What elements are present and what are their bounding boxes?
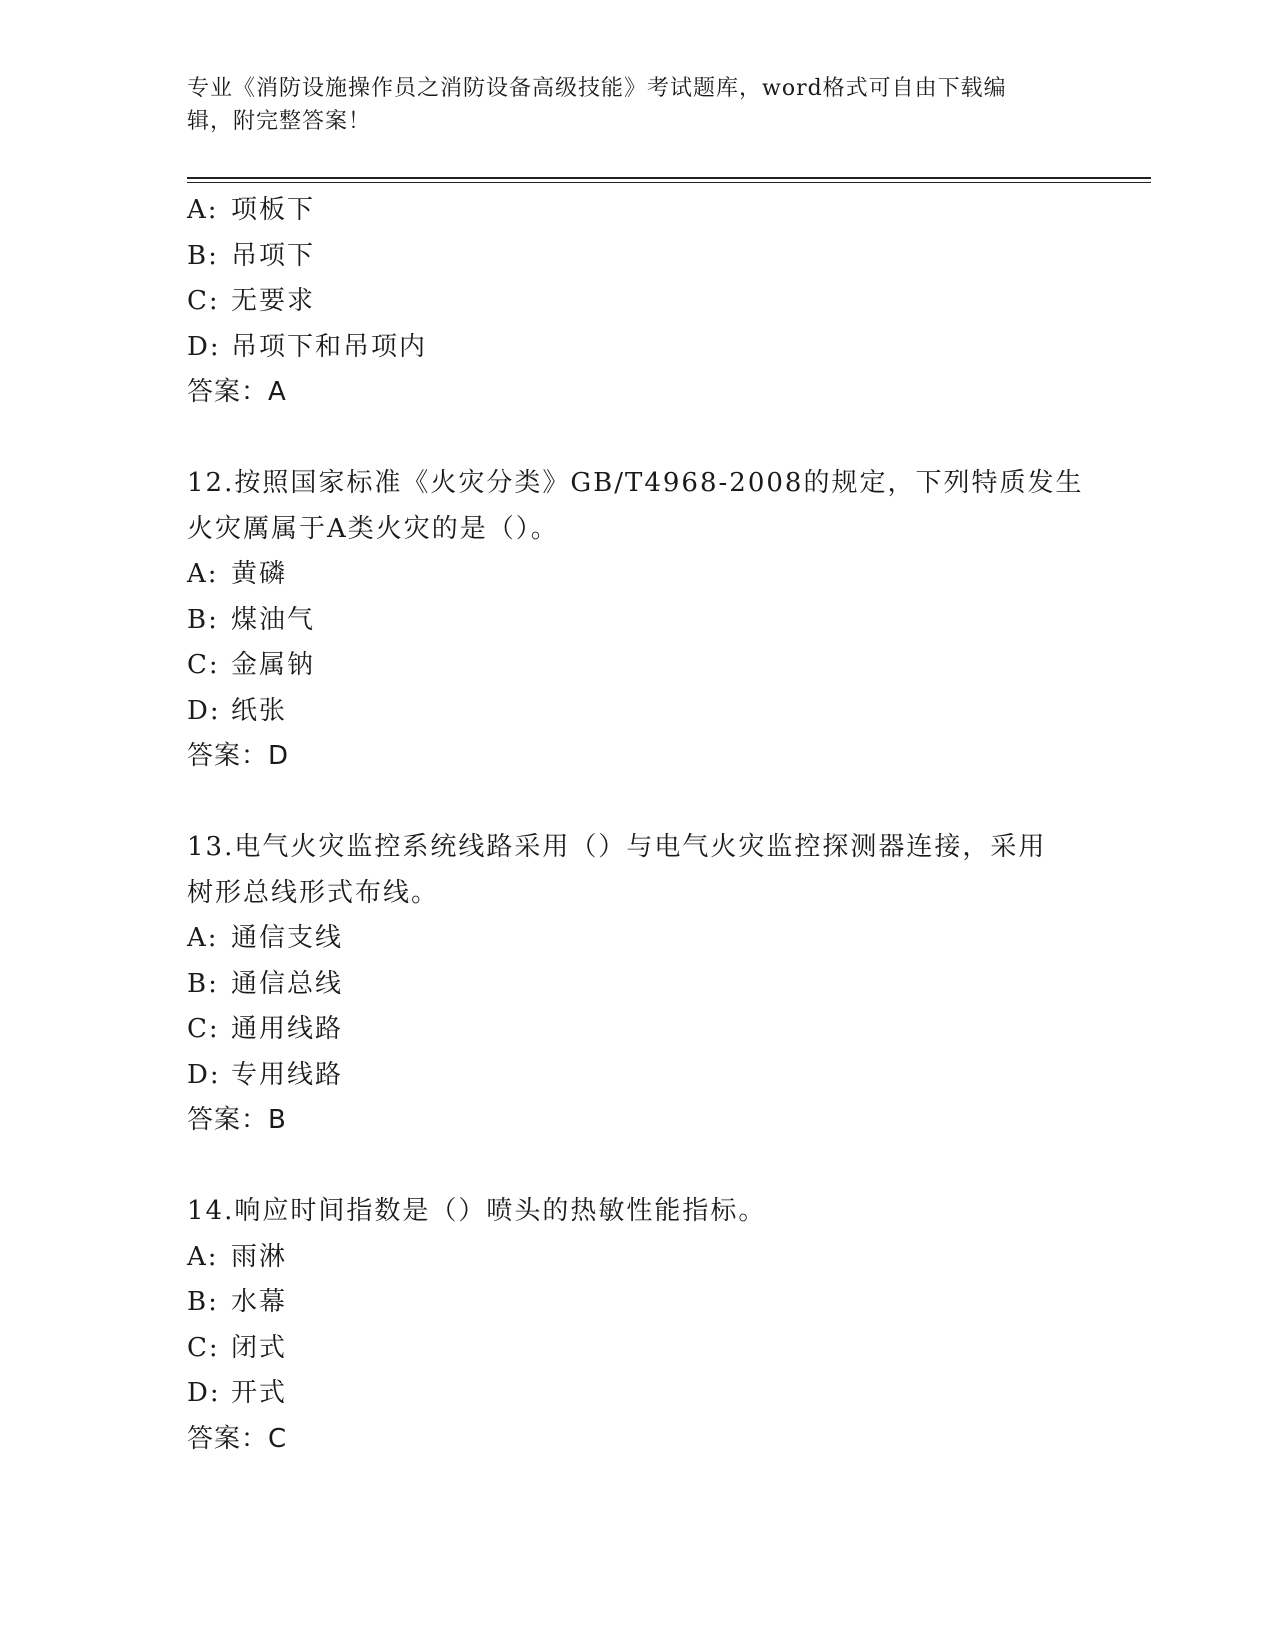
- header-rule-thin: [187, 182, 1151, 183]
- option-d: [187, 1371, 1087, 1417]
- option-c: [187, 1007, 1087, 1053]
- option-d: [187, 689, 1087, 735]
- option-c: [187, 643, 1087, 689]
- option-a: [187, 916, 1087, 962]
- option-b: [187, 962, 1087, 1008]
- option-text: 闭式: [231, 1332, 288, 1363]
- header-rule-thick: [187, 177, 1151, 179]
- option-d: [187, 1053, 1087, 1099]
- question-list: [187, 188, 1087, 1462]
- option-a: [187, 552, 1087, 598]
- header-line-2: 辑，附完整答案！: [187, 109, 372, 134]
- option-text: 通信支线: [231, 923, 344, 953]
- question-12: [187, 461, 1087, 780]
- option-text: 黄磷: [231, 559, 288, 589]
- option-label: B:: [187, 604, 219, 635]
- question-13: [187, 825, 1087, 1144]
- option-text: 纸张: [231, 695, 288, 726]
- option-c: [187, 279, 1087, 325]
- option-text: 通信总线: [231, 968, 344, 999]
- option-text: 无要求: [231, 286, 316, 316]
- option-label: A:: [187, 1241, 219, 1272]
- option-text: 项板下: [231, 195, 316, 225]
- header-line-1: 专业《消防设施操作员之消防设备高级技能》考试题库，word格式可自由下载编: [187, 76, 1007, 101]
- question-14: [187, 1189, 1087, 1462]
- question-text-line-1: 12.按照国家标准《火灾分类》GB/T4968-2008的规定，下列特质发生: [187, 468, 1084, 498]
- option-label: D:: [187, 695, 221, 726]
- option-b: [187, 1280, 1087, 1326]
- option-text: 水幕: [231, 1287, 288, 1317]
- option-label: D:: [187, 1059, 221, 1090]
- option-label: B:: [187, 240, 219, 271]
- question-text-line-2: 树形总线形式布线。: [187, 877, 440, 908]
- option-d: [187, 325, 1087, 371]
- spacer: [187, 416, 1087, 462]
- option-c: [187, 1326, 1087, 1372]
- option-label: D:: [187, 331, 221, 362]
- option-label: A:: [187, 559, 219, 589]
- spacer: [187, 780, 1087, 826]
- option-b: [187, 598, 1087, 644]
- option-text: 通用线路: [231, 1014, 344, 1044]
- option-text: 煤油气: [231, 604, 316, 635]
- option-a: [187, 1235, 1087, 1281]
- question-text-line-1: 14.响应时间指数是（）喷头的热敏性能指标。: [187, 1196, 767, 1226]
- option-text: 吊项下和吊项内: [231, 331, 428, 362]
- question-text-line-2: 火灾厲属于A类火灾的是（）。: [187, 513, 559, 544]
- option-label: C:: [187, 286, 220, 316]
- option-text: 金属钠: [231, 650, 316, 680]
- option-a: [187, 188, 1087, 234]
- option-text: 专用线路: [231, 1059, 344, 1090]
- answer-line: 答案：C: [187, 1423, 288, 1454]
- answer-line: 答案：A: [187, 377, 287, 407]
- option-text: 雨淋: [231, 1241, 288, 1272]
- option-b: [187, 234, 1087, 280]
- question-text-line-1: 13.电气火灾监控系统线路采用（）与电气火灾监控探测器连接，采用: [187, 832, 1047, 862]
- option-label: A:: [187, 195, 219, 225]
- answer-line: 答案：B: [187, 1105, 287, 1135]
- option-label: B:: [187, 968, 219, 999]
- option-text: 吊项下: [231, 240, 316, 271]
- question-11-partial: [187, 188, 1087, 416]
- option-label: D:: [187, 1378, 221, 1408]
- spacer: [187, 1144, 1087, 1190]
- option-label: C:: [187, 1332, 220, 1363]
- option-text: 开式: [231, 1378, 288, 1408]
- answer-line: 答案：D: [187, 741, 290, 771]
- option-label: C:: [187, 1014, 220, 1044]
- option-label: B:: [187, 1287, 219, 1317]
- option-label: A:: [187, 923, 219, 953]
- option-label: C:: [187, 650, 220, 680]
- page-header: [187, 72, 1067, 138]
